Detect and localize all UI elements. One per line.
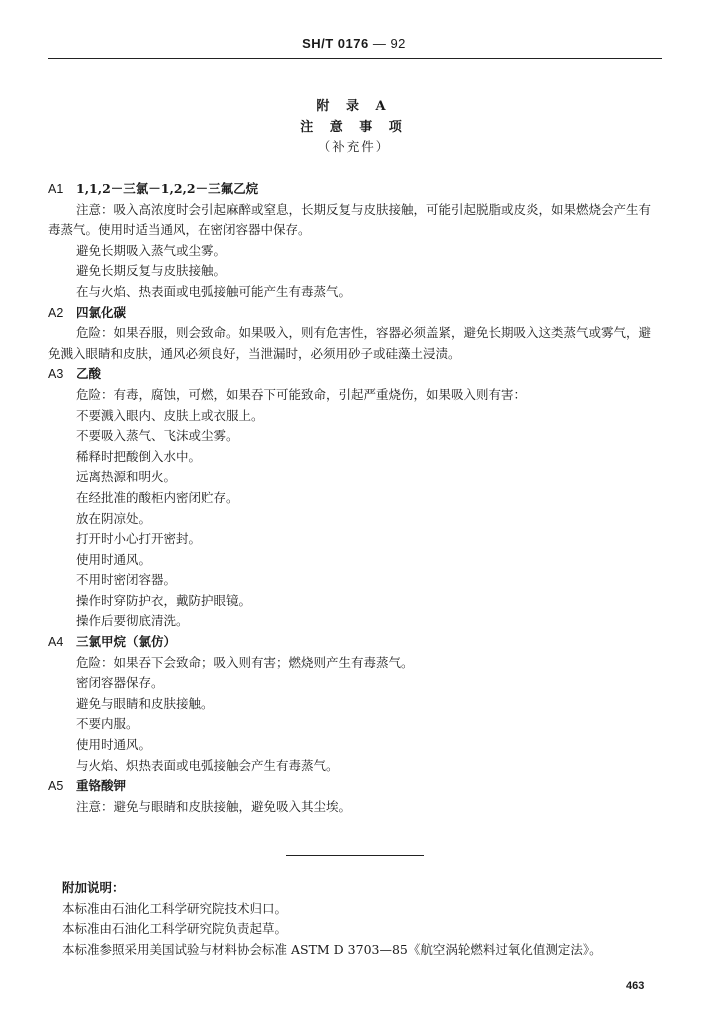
appendix-subtitle: （补充件） — [317, 139, 391, 154]
section-code: A4 — [48, 635, 64, 650]
standard-header: SH/T 0176 — 92 — [302, 36, 406, 51]
section-heading — [48, 303, 662, 324]
notes-line: 本标准参照采用美国试验与材料协会标准 ASTM D 3703—85《航空涡轮燃料过氧化值测定法》。 — [62, 941, 602, 957]
section-heading — [48, 776, 662, 797]
section-title: 重铬酸钾 — [76, 778, 127, 794]
page-number: 463 — [626, 980, 645, 992]
section-a4 — [48, 632, 662, 776]
section-heading — [48, 632, 662, 653]
section-line: 避免长期吸入蒸气或尘雾。 — [76, 242, 227, 258]
section-line: 密闭容器保存。 — [76, 675, 164, 691]
section-line: 不要吸入蒸气、飞沫或尘雾。 — [76, 428, 239, 444]
section-a2 — [48, 303, 662, 365]
section-line: 避免长期反复与皮肤接触。 — [76, 263, 227, 279]
section-line: 操作时穿防护衣，戴防护眼镜。 — [76, 592, 252, 608]
section-line: 注意：避免与眼睛和皮肤接触，避免吸入其尘埃。 — [76, 798, 352, 814]
section-title: 1,1,2－三氯－1,2,2－三氟乙烷 — [76, 181, 259, 196]
section-line: 与火焰、炽热表面或电弧接触会产生有毒蒸气。 — [76, 757, 339, 773]
section-line: 危险：如果吞下会致命；吸入则有害；燃烧则产生有毒蒸气。 — [76, 654, 414, 670]
standard-code: SH/T 0176 — [302, 36, 369, 51]
section-line: 远离热源和明火。 — [76, 469, 177, 485]
section-line: 打开时小心打开密封。 — [76, 531, 202, 547]
section-paragraph: 危险：如果吞服，则会致命。如果吸入，则有危害性，容器必须盖紧，避免长期吸入这类蒸气或雾气，避免溅入眼睛和皮肤，通风必须良好，当泄漏时，必须用砂子或硅藻土浸渍。 — [48, 325, 652, 361]
section-title: 四氯化碳 — [76, 304, 127, 320]
notes-divider — [286, 855, 424, 856]
section-line: 在经批准的酸柜内密闭贮存。 — [76, 489, 239, 505]
section-line: 放在阴凉处。 — [76, 510, 152, 526]
appendix-title: 注 意 事 项 — [300, 120, 408, 135]
section-code: A2 — [48, 305, 64, 320]
standard-year: 92 — [390, 36, 406, 51]
section-line: 不要溅入眼内、皮肤上或衣服上。 — [76, 407, 264, 423]
section-code: A5 — [48, 779, 64, 794]
section-a3 — [48, 364, 662, 632]
section-line: 不用时密闭容器。 — [76, 572, 177, 588]
section-line: 避免与眼睛和皮肤接触。 — [76, 695, 214, 711]
section-line: 不要内服。 — [76, 716, 139, 732]
section-line: 在与火焰、热表面或电弧接触可能产生有毒蒸气。 — [76, 283, 352, 299]
section-code: A1 — [48, 182, 64, 196]
section-line: 使用时通风。 — [76, 551, 152, 567]
header-rule — [48, 58, 662, 59]
notes-line: 本标准由石油化工科学研究院技术归口。 — [62, 900, 288, 916]
section-line: 稀释时把酸倒入水中。 — [76, 448, 202, 464]
section-line: 操作后要彻底清洗。 — [76, 613, 189, 629]
section-heading — [48, 179, 662, 200]
section-a5 — [48, 776, 662, 817]
section-line: 使用时通风。 — [76, 737, 152, 753]
notes-title: 附加说明： — [62, 880, 125, 895]
section-title: 乙酸 — [76, 366, 102, 382]
additional-notes — [62, 878, 662, 960]
appendix-label: 附 录 A — [316, 99, 392, 114]
notes-line: 本标准由石油化工科学研究院负责起草。 — [62, 921, 288, 937]
section-heading — [48, 364, 662, 385]
section-paragraph: 注意：吸入高浓度时会引起麻醉或窒息，长期反复与皮肤接触，可能引起脱脂或皮炎，如果燃烧会产生有毒蒸气。使用时适当通风，在密闭容器中保存。 — [48, 201, 652, 238]
section-line: 危险：有毒，腐蚀，可燃，如果吞下可能致命，引起严重烧伤，如果吸入则有害： — [76, 386, 527, 402]
section-code: A3 — [48, 367, 64, 382]
section-title: 三氯甲烷（氯仿） — [76, 634, 177, 650]
section-a1 — [48, 179, 662, 303]
notices-content — [48, 179, 662, 817]
